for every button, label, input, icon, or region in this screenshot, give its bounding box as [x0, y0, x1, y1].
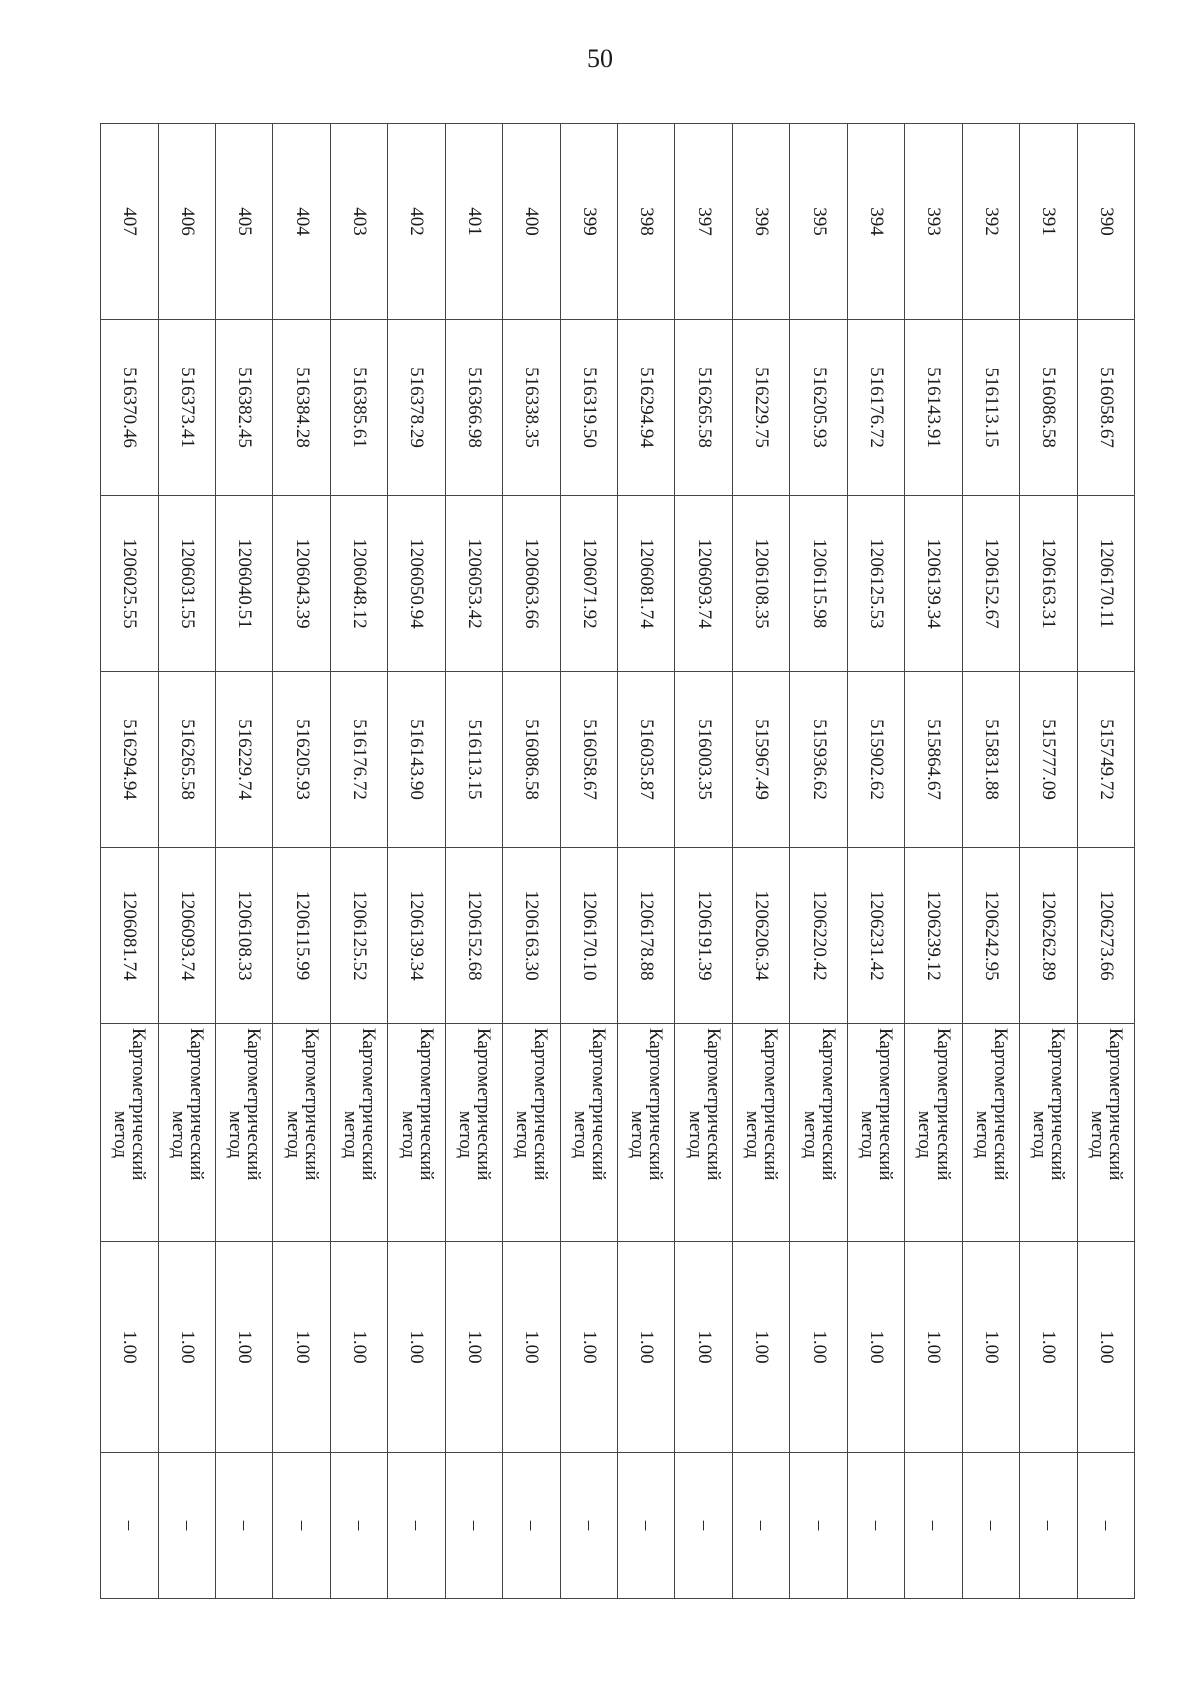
y-coordinate-cell: 1206163.31 [1020, 496, 1077, 672]
y-coordinate-cell: 1206025.55 [101, 496, 159, 672]
method-cell [445, 1024, 502, 1242]
y-coordinate-cell: 1206048.12 [330, 496, 387, 672]
method-line-2: метод [569, 1110, 591, 1159]
table-row [158, 124, 215, 1599]
method-cell [503, 1024, 560, 1242]
accuracy-cell: 1.00 [503, 1242, 560, 1453]
x-coordinate-cell: 516265.58 [675, 320, 732, 496]
accuracy-cell: 1.00 [445, 1242, 502, 1453]
table-row [445, 124, 502, 1599]
x-coordinate-cell: 516382.45 [216, 320, 273, 496]
accuracy-cell: 1.00 [905, 1242, 962, 1453]
table-row [388, 124, 445, 1599]
method-cell [675, 1024, 732, 1242]
x-coordinate-cell: 516086.58 [1020, 320, 1077, 496]
x-coordinate-cell: 516229.74 [216, 672, 273, 848]
y-coordinate-cell: 1206152.67 [962, 496, 1019, 672]
method-line-2: метод [742, 1110, 764, 1159]
method-line-1: Картометрический [587, 1028, 609, 1181]
point-number-cell: 404 [273, 124, 330, 320]
method-line-2: метод [914, 1110, 936, 1159]
point-number-cell: 406 [158, 124, 215, 320]
note-cell: – [158, 1453, 215, 1599]
method-cell [790, 1024, 847, 1242]
y-coordinate-cell: 1206050.94 [388, 496, 445, 672]
table-row [675, 124, 732, 1599]
page-number: 50 [587, 44, 613, 73]
method-line-2: метод [799, 1110, 821, 1159]
x-coordinate-cell: 515902.62 [847, 672, 904, 848]
y-coordinate-cell: 1206108.33 [216, 848, 273, 1024]
method-line-2: метод [167, 1110, 189, 1159]
note-cell: – [618, 1453, 675, 1599]
x-coordinate-cell: 515864.67 [905, 672, 962, 848]
method-line-2: метод [282, 1110, 304, 1159]
y-coordinate-cell: 1206108.35 [732, 496, 789, 672]
table-row [503, 124, 560, 1599]
note-cell: – [905, 1453, 962, 1599]
x-coordinate-cell: 516319.50 [560, 320, 617, 496]
method-line-1: Картометрический [760, 1028, 782, 1181]
x-coordinate-cell: 516294.94 [618, 320, 675, 496]
x-coordinate-cell: 516366.98 [445, 320, 502, 496]
table-row [560, 124, 617, 1599]
table-row [732, 124, 789, 1599]
y-coordinate-cell: 1206163.30 [503, 848, 560, 1024]
method-line-2: метод [684, 1110, 706, 1159]
x-coordinate-cell: 516143.91 [905, 320, 962, 496]
x-coordinate-cell: 515831.88 [962, 672, 1019, 848]
method-cell [1020, 1024, 1077, 1242]
accuracy-cell: 1.00 [158, 1242, 215, 1453]
note-cell: – [790, 1453, 847, 1599]
y-coordinate-cell: 1206040.51 [216, 496, 273, 672]
method-line-1: Картометрический [989, 1028, 1011, 1181]
y-coordinate-cell: 1206093.74 [158, 848, 215, 1024]
point-number-cell: 399 [560, 124, 617, 320]
x-coordinate-cell: 516058.67 [560, 672, 617, 848]
point-number-cell: 398 [618, 124, 675, 320]
accuracy-cell: 1.00 [962, 1242, 1019, 1453]
y-coordinate-cell: 1206125.53 [847, 496, 904, 672]
method-line-1: Картометрический [817, 1028, 839, 1181]
x-coordinate-cell: 516338.35 [503, 320, 560, 496]
accuracy-cell: 1.00 [330, 1242, 387, 1453]
accuracy-cell: 1.00 [273, 1242, 330, 1453]
point-number-cell: 405 [216, 124, 273, 320]
y-coordinate-cell: 1206239.12 [905, 848, 962, 1024]
x-coordinate-cell: 516384.28 [273, 320, 330, 496]
method-line-2: метод [857, 1110, 879, 1159]
accuracy-cell: 1.00 [1020, 1242, 1077, 1453]
accuracy-cell: 1.00 [216, 1242, 273, 1453]
method-cell [158, 1024, 215, 1242]
table-body [101, 124, 1135, 1599]
x-coordinate-cell: 515936.62 [790, 672, 847, 848]
note-cell: – [216, 1453, 273, 1599]
x-coordinate-cell: 516370.46 [101, 320, 159, 496]
y-coordinate-cell: 1206063.66 [503, 496, 560, 672]
method-cell [1077, 1024, 1134, 1242]
accuracy-cell: 1.00 [388, 1242, 445, 1453]
y-coordinate-cell: 1206081.74 [101, 848, 159, 1024]
method-line-1: Картометрический [185, 1028, 207, 1181]
note-cell: – [732, 1453, 789, 1599]
point-number-cell: 396 [732, 124, 789, 320]
method-line-2: метод [627, 1110, 649, 1159]
table-row [1020, 124, 1077, 1599]
note-cell: – [330, 1453, 387, 1599]
method-line-2: метод [971, 1110, 993, 1159]
table-row [101, 124, 159, 1599]
method-cell [560, 1024, 617, 1242]
method-cell [273, 1024, 330, 1242]
method-line-1: Картометрический [702, 1028, 724, 1181]
x-coordinate-cell: 516229.75 [732, 320, 789, 496]
y-coordinate-cell: 1206170.10 [560, 848, 617, 1024]
point-number-cell: 393 [905, 124, 962, 320]
x-coordinate-cell: 516035.87 [618, 672, 675, 848]
point-number-cell: 403 [330, 124, 387, 320]
y-coordinate-cell: 1206242.95 [962, 848, 1019, 1024]
method-line-1: Картометрический [645, 1028, 667, 1181]
note-cell: – [847, 1453, 904, 1599]
method-line-1: Картометрический [300, 1028, 322, 1181]
method-line-1: Картометрический [932, 1028, 954, 1181]
point-number-cell: 394 [847, 124, 904, 320]
x-coordinate-cell: 516373.41 [158, 320, 215, 496]
table-row [618, 124, 675, 1599]
x-coordinate-cell: 516205.93 [790, 320, 847, 496]
table-row [1077, 124, 1134, 1599]
x-coordinate-cell: 516176.72 [330, 672, 387, 848]
y-coordinate-cell: 1206170.11 [1077, 496, 1134, 672]
y-coordinate-cell: 1206115.99 [273, 848, 330, 1024]
method-line-1: Картометрический [530, 1028, 552, 1181]
accuracy-cell: 1.00 [847, 1242, 904, 1453]
accuracy-cell: 1.00 [675, 1242, 732, 1453]
point-number-cell: 395 [790, 124, 847, 320]
y-coordinate-cell: 1206081.74 [618, 496, 675, 672]
note-cell: – [273, 1453, 330, 1599]
point-number-cell: 407 [101, 124, 159, 320]
method-line-2: метод [110, 1110, 132, 1159]
x-coordinate-cell: 516294.94 [101, 672, 159, 848]
method-cell [618, 1024, 675, 1242]
x-coordinate-cell: 516385.61 [330, 320, 387, 496]
method-line-1: Картометрический [243, 1028, 265, 1181]
method-line-2: метод [340, 1110, 362, 1159]
note-cell: – [1077, 1453, 1134, 1599]
y-coordinate-cell: 1206231.42 [847, 848, 904, 1024]
note-cell: – [101, 1453, 159, 1599]
table-row [847, 124, 904, 1599]
method-cell [330, 1024, 387, 1242]
y-coordinate-cell: 1206178.88 [618, 848, 675, 1024]
method-line-1: Картометрический [128, 1028, 150, 1181]
point-number-cell: 397 [675, 124, 732, 320]
method-line-2: метод [397, 1110, 419, 1159]
method-cell [905, 1024, 962, 1242]
note-cell: – [388, 1453, 445, 1599]
method-cell [847, 1024, 904, 1242]
x-coordinate-cell: 516176.72 [847, 320, 904, 496]
method-line-1: Картометрический [1047, 1028, 1069, 1181]
y-coordinate-cell: 1206031.55 [158, 496, 215, 672]
accuracy-cell: 1.00 [560, 1242, 617, 1453]
y-coordinate-cell: 1206043.39 [273, 496, 330, 672]
y-coordinate-cell: 1206262.89 [1020, 848, 1077, 1024]
point-number-cell: 392 [962, 124, 1019, 320]
y-coordinate-cell: 1206139.34 [388, 848, 445, 1024]
y-coordinate-cell: 1206115.98 [790, 496, 847, 672]
y-coordinate-cell: 1206206.34 [732, 848, 789, 1024]
method-line-2: метод [512, 1110, 534, 1159]
method-line-1: Картометрический [358, 1028, 380, 1181]
coordinates-table [100, 123, 1135, 1599]
note-cell: – [445, 1453, 502, 1599]
method-line-2: метод [225, 1110, 247, 1159]
table-row [790, 124, 847, 1599]
table-row [905, 124, 962, 1599]
table-row [962, 124, 1019, 1599]
method-cell [388, 1024, 445, 1242]
y-coordinate-cell: 1206093.74 [675, 496, 732, 672]
y-coordinate-cell: 1206125.52 [330, 848, 387, 1024]
y-coordinate-cell: 1206053.42 [445, 496, 502, 672]
accuracy-cell: 1.00 [618, 1242, 675, 1453]
method-line-1: Картометрический [875, 1028, 897, 1181]
note-cell: – [962, 1453, 1019, 1599]
method-cell [216, 1024, 273, 1242]
x-coordinate-cell: 516086.58 [503, 672, 560, 848]
x-coordinate-cell: 516058.67 [1077, 320, 1134, 496]
note-cell: – [560, 1453, 617, 1599]
x-coordinate-cell: 516265.58 [158, 672, 215, 848]
x-coordinate-cell: 515967.49 [732, 672, 789, 848]
method-cell [732, 1024, 789, 1242]
y-coordinate-cell: 1206071.92 [560, 496, 617, 672]
y-coordinate-cell: 1206139.34 [905, 496, 962, 672]
table-row [330, 124, 387, 1599]
y-coordinate-cell: 1206220.42 [790, 848, 847, 1024]
y-coordinate-cell: 1206191.39 [675, 848, 732, 1024]
y-coordinate-cell: 1206152.68 [445, 848, 502, 1024]
table-row [216, 124, 273, 1599]
method-line-1: Картометрический [415, 1028, 437, 1181]
method-line-1: Картометрический [473, 1028, 495, 1181]
accuracy-cell: 1.00 [101, 1242, 159, 1453]
x-coordinate-cell: 515749.72 [1077, 672, 1134, 848]
point-number-cell: 391 [1020, 124, 1077, 320]
accuracy-cell: 1.00 [1077, 1242, 1134, 1453]
x-coordinate-cell: 516378.29 [388, 320, 445, 496]
note-cell: – [503, 1453, 560, 1599]
method-line-2: метод [1086, 1110, 1108, 1159]
note-cell: – [1020, 1453, 1077, 1599]
coordinates-table-frame [100, 123, 1135, 1598]
x-coordinate-cell: 515777.09 [1020, 672, 1077, 848]
point-number-cell: 401 [445, 124, 502, 320]
table-row [273, 124, 330, 1599]
x-coordinate-cell: 516003.35 [675, 672, 732, 848]
accuracy-cell: 1.00 [732, 1242, 789, 1453]
y-coordinate-cell: 1206273.66 [1077, 848, 1134, 1024]
method-line-1: Картометрический [1104, 1028, 1126, 1181]
point-number-cell: 400 [503, 124, 560, 320]
x-coordinate-cell: 516143.90 [388, 672, 445, 848]
accuracy-cell: 1.00 [790, 1242, 847, 1453]
point-number-cell: 402 [388, 124, 445, 320]
rotated-table-container [100, 123, 1135, 1598]
method-line-2: метод [1029, 1110, 1051, 1159]
x-coordinate-cell: 516113.15 [445, 672, 502, 848]
x-coordinate-cell: 516205.93 [273, 672, 330, 848]
note-cell: – [675, 1453, 732, 1599]
method-cell [962, 1024, 1019, 1242]
method-line-2: метод [454, 1110, 476, 1159]
method-cell [101, 1024, 159, 1242]
point-number-cell: 390 [1077, 124, 1134, 320]
x-coordinate-cell: 516113.15 [962, 320, 1019, 496]
